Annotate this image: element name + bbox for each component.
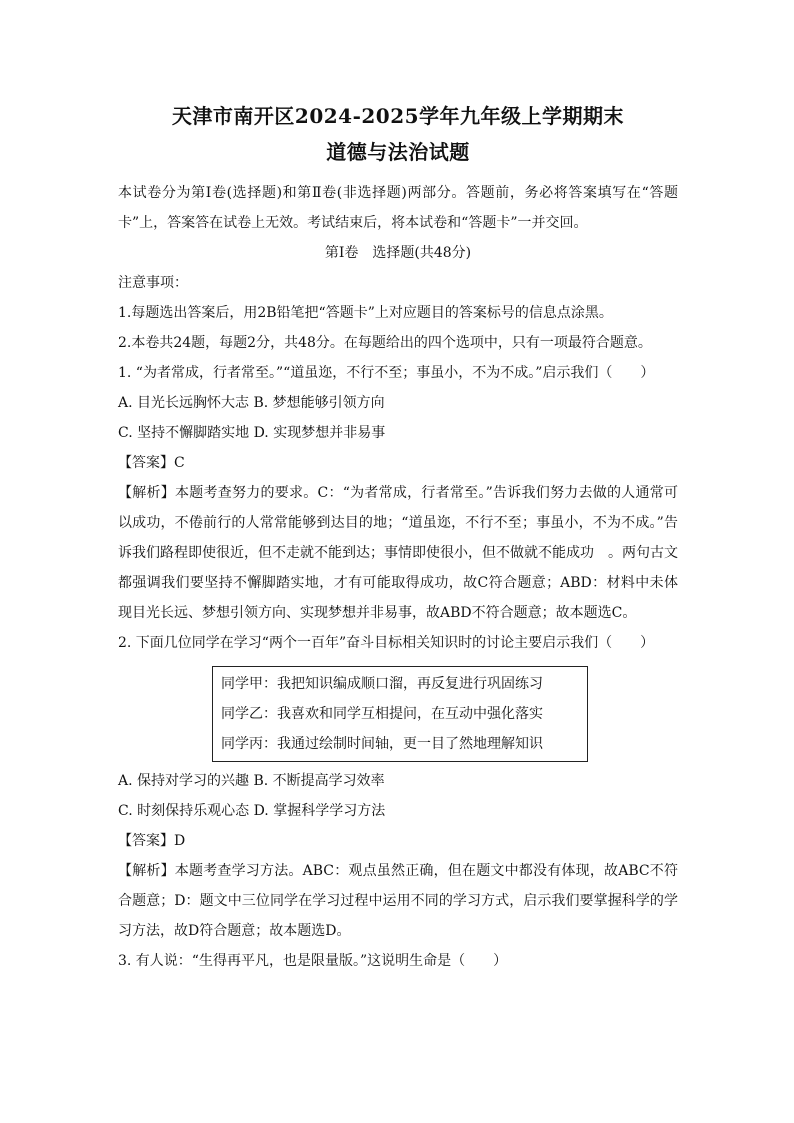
question-2-options-ab: A. 保持对学习的兴趣 B. 不断提高学习效率 bbox=[118, 773, 385, 789]
question-2-quote-box bbox=[212, 666, 588, 762]
exam-title: 天津市南开区2024-2025学年九年级上学期期末 bbox=[171, 104, 625, 128]
quote-line: 同学丙：我通过绘制时间轴，更一目了然地理解知识 bbox=[221, 736, 543, 752]
quote-line: 同学甲：我把知识编成顺口溜，再反复进行巩固练习 bbox=[221, 676, 543, 692]
question-1-options-ab: A. 目光长远胸怀大志 B. 梦想能够引领方向 bbox=[118, 395, 385, 411]
exam-subtitle: 道德与法治试题 bbox=[326, 140, 470, 164]
section-heading: 第Ⅰ卷 选择题(共48分) bbox=[324, 245, 472, 261]
question-1-analysis: 【解析】本题考查努力的要求。C：“为者常成，行者常至。”告诉我们努力去做的人通常可以成功，不倦前行的人常常能够到达目的地；“道虽迩，不行不至；事虽小，不为不成。”告诉我们路程即使很近，但不走就不能到达；事情即使很小，但不做就不能成功 。两句古文都强调我们要坚持不懈脚踏实地，才有可能取得成功，故C符合题意；ABD：材料中未体现目光长远、梦想引领方向、实现梦想并非易事，故ABD不符合题意；故本题选C。 bbox=[118, 485, 678, 621]
quote-line: 同学乙：我喜欢和同学互相提问，在互动中强化落实 bbox=[221, 706, 543, 722]
question-2-options-cd: C. 时刻保持乐观心态 D. 掌握科学学习方法 bbox=[118, 803, 386, 819]
notes-title: 注意事项： bbox=[118, 275, 188, 291]
question-2-analysis: 【解析】本题考查学习方法。ABC：观点虽然正确，但在题文中都没有体现，故ABC不符合题意；D：题文中三位同学在学习过程中运用不同的学习方式，启示我们要掌握科学的学习方法，故D符合题意；故本题选D。 bbox=[118, 863, 678, 939]
intro-paragraph: 本试卷分为第Ⅰ卷(选择题)和第Ⅱ卷(非选择题)两部分。答题前，务必将答案填写在“答题卡”上，答案答在试卷上无效。考试结束后，将本试卷和“答题卡”一并交回。 bbox=[118, 185, 678, 231]
question-2-stem: 2. 下面几位同学在学习“两个一百年”奋斗目标相关知识时的讨论主要启示我们（ ） bbox=[118, 635, 655, 651]
question-1-answer: 【答案】C bbox=[118, 455, 185, 471]
question-1-options-cd: C. 坚持不懈脚踏实地 D. 实现梦想并非易事 bbox=[118, 425, 386, 441]
note-2: 2.本卷共24题，每题2分，共48分。在每题给出的四个选项中，只有一项最符合题意。 bbox=[118, 335, 652, 351]
note-1: 1.每题选出答案后，用2B铅笔把“答题卡”上对应题目的答案标号的信息点涂黑。 bbox=[118, 305, 613, 321]
question-1-stem: 1. “为者常成，行者常至。”“道虽迩，不行不至；事虽小，不为不成。”启示我们（ ） bbox=[118, 365, 655, 381]
exam-page bbox=[118, 100, 678, 976]
question-3-stem: 3. 有人说：“生得再平凡，也是限量版。”这说明生命是（ ） bbox=[118, 953, 508, 969]
question-2-answer: 【答案】D bbox=[118, 833, 186, 849]
